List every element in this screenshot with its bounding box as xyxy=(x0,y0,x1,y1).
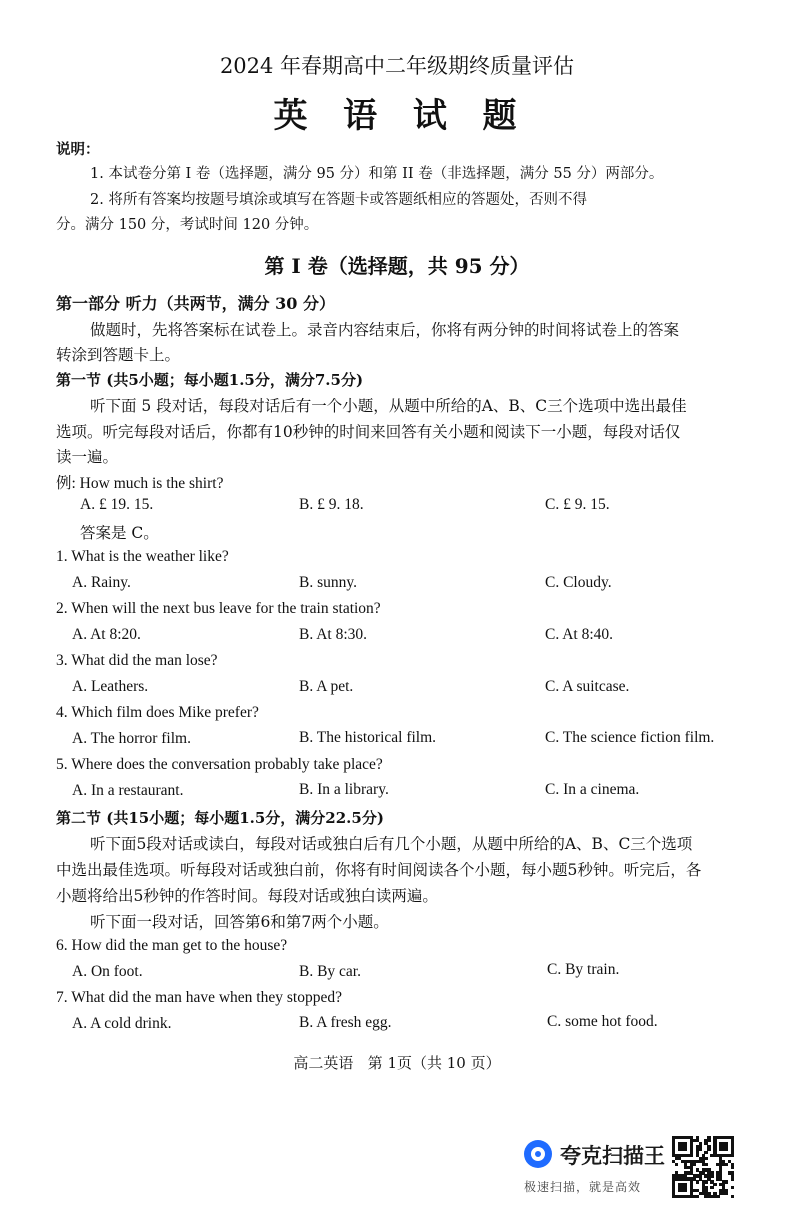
qr-module xyxy=(704,1180,707,1183)
q6-option-a: A. On foot. xyxy=(72,963,143,980)
scanner-brand: 夸克扫描王 xyxy=(560,1144,665,1168)
example-option-c: C. £ 9. 15. xyxy=(545,496,610,513)
q4-option-a: A. The horror film. xyxy=(72,730,191,747)
q4-option-c: C. The science fiction film. xyxy=(545,729,715,746)
qr-module xyxy=(731,1166,734,1169)
qr-module xyxy=(725,1148,728,1151)
instructions-label: 说明： xyxy=(56,141,100,158)
section1-intro-line1: 听下面 5 段对话，每段对话后有一个小题，从题中所给的A、B、C三个选项中选出最佳 xyxy=(90,397,687,415)
qr-module xyxy=(699,1148,702,1151)
q2-option-b: B. At 8:30. xyxy=(299,626,368,643)
section2-intro-line2: 中选出最佳选项。听每段对话或独白前，你将有时间阅读各个小题，每小题5秒钟。听完后，各 xyxy=(56,861,702,879)
qr-module xyxy=(707,1139,710,1142)
q2-option-c: C. At 8:40. xyxy=(545,626,614,643)
qr-module xyxy=(696,1180,699,1183)
qr-module xyxy=(696,1195,699,1198)
question-6: 6. How did the man get to the house? xyxy=(56,937,288,954)
q7-option-b: B. A fresh egg. xyxy=(299,1014,392,1031)
qr-module xyxy=(725,1180,728,1183)
qr-module xyxy=(731,1177,734,1180)
subject-title: 英 语 试 题 xyxy=(273,96,521,136)
section1-intro-line2: 选项。听完每段对话后，你都有10秒钟的时间来回答有关小题和阅读下一小题，每段对话仅 xyxy=(56,423,681,441)
qr-module xyxy=(690,1154,693,1157)
qr-module xyxy=(731,1154,734,1157)
q7-option-a: A. A cold drink. xyxy=(72,1015,172,1032)
example-answer: 答案是 C。 xyxy=(80,524,159,542)
q6-option-b: B. By car. xyxy=(299,963,361,980)
qr-module xyxy=(716,1195,719,1198)
instructions-item2-line1: 2. 将所有答案均按题号填涂或填写在答题卡或答题纸相应的答题处，否则不得 xyxy=(90,192,587,208)
question-1: 1. What is the weather like? xyxy=(56,548,229,565)
scanner-slogan: 极速扫描，就是高效 xyxy=(524,1180,642,1194)
q3-option-a: A. Leathers. xyxy=(72,678,149,695)
section2-sub-intro: 听下面一段对话，回答第6和第7两个小题。 xyxy=(90,913,389,931)
qr-module xyxy=(710,1174,713,1177)
qr-module xyxy=(704,1157,707,1160)
example-option-b: B. £ 9. 18. xyxy=(299,496,364,513)
question-4: 4. Which film does Mike prefer? xyxy=(56,704,259,721)
q1-option-c: C. Cloudy. xyxy=(545,574,612,591)
section1-title: 第一节 (共5小题；每小题1.5分，满分7.5分) xyxy=(56,371,364,389)
question-5: 5. Where does the conversation probably take place? xyxy=(56,756,383,773)
qr-module xyxy=(710,1186,713,1189)
section2-intro-line1: 听下面5段对话或读白，每段对话或独白后有几个小题，从题中所给的A、B、C三个选项 xyxy=(90,835,693,853)
page-footer: 高二英语 第 1页（共 10 页） xyxy=(293,1054,501,1072)
q3-option-c: C. A suitcase. xyxy=(545,678,630,695)
q5-option-c: C. In a cinema. xyxy=(545,781,640,798)
instructions-item1: 1. 本试卷分第 I 卷（选择题，满分 95 分）和第 II 卷（非选择题，满分 55 分）两部分。 xyxy=(90,166,664,182)
qr-code xyxy=(672,1136,734,1198)
q5-option-b: B. In a library. xyxy=(299,781,389,798)
part1-intro-line1: 做题时，先将答案标在试卷上。录音内容结束后，你将有两分钟的时间将试卷上的答案 xyxy=(90,321,680,339)
q2-option-a: A. At 8:20. xyxy=(72,626,141,643)
qr-module xyxy=(725,1163,728,1166)
q6-option-c: C. By train. xyxy=(547,961,620,978)
qr-module xyxy=(684,1148,687,1151)
qr-module xyxy=(713,1183,716,1186)
qr-module xyxy=(704,1163,707,1166)
qr-module xyxy=(731,1195,734,1198)
part1-intro-line2: 转涂到答题卡上。 xyxy=(56,346,181,364)
q1-option-a: A. Rainy. xyxy=(72,574,131,591)
section2-title: 第二节 (共15小题；每小题1.5分，满分22.5分) xyxy=(56,809,384,827)
instructions-item2-line2: 分。满分 150 分，考试时间 120 分钟。 xyxy=(56,217,319,233)
q7-option-c: C. some hot food. xyxy=(547,1013,658,1030)
exam-title: 2024 年春期高中二年级期终质量评估 xyxy=(219,54,575,78)
question-3: 3. What did the man lose? xyxy=(56,652,218,669)
scanner-watermark xyxy=(520,1136,780,1202)
section2-intro-line3: 小题将给出5秒钟的作答时间。每段对话或独白读两遍。 xyxy=(56,887,438,905)
question-7: 7. What did the man have when they stopped? xyxy=(56,989,342,1006)
section1-intro-line3: 读一遍。 xyxy=(56,448,119,466)
q4-option-b: B. The historical film. xyxy=(299,729,437,746)
qr-module xyxy=(707,1148,710,1151)
part1-title: 第一部分 听力（共两节，满分 30 分） xyxy=(56,294,335,313)
q3-option-b: B. A pet. xyxy=(299,678,354,695)
question-2: 2. When will the next bus leave for the train station? xyxy=(56,600,381,617)
q5-option-a: A. In a restaurant. xyxy=(72,782,184,799)
volume-title: 第 I 卷（选择题，共 95 分） xyxy=(264,254,530,278)
qr-module xyxy=(725,1192,728,1195)
qr-module xyxy=(704,1151,707,1154)
qr-module xyxy=(684,1189,687,1192)
qr-module xyxy=(731,1186,734,1189)
qr-module xyxy=(693,1163,696,1166)
scanner-logo-icon xyxy=(524,1140,552,1168)
qr-module xyxy=(675,1163,678,1166)
example-question: 例: How much is the shirt? xyxy=(56,475,224,492)
example-option-a: A. £ 19. 15. xyxy=(80,496,154,513)
q1-option-b: B. sunny. xyxy=(299,574,357,591)
